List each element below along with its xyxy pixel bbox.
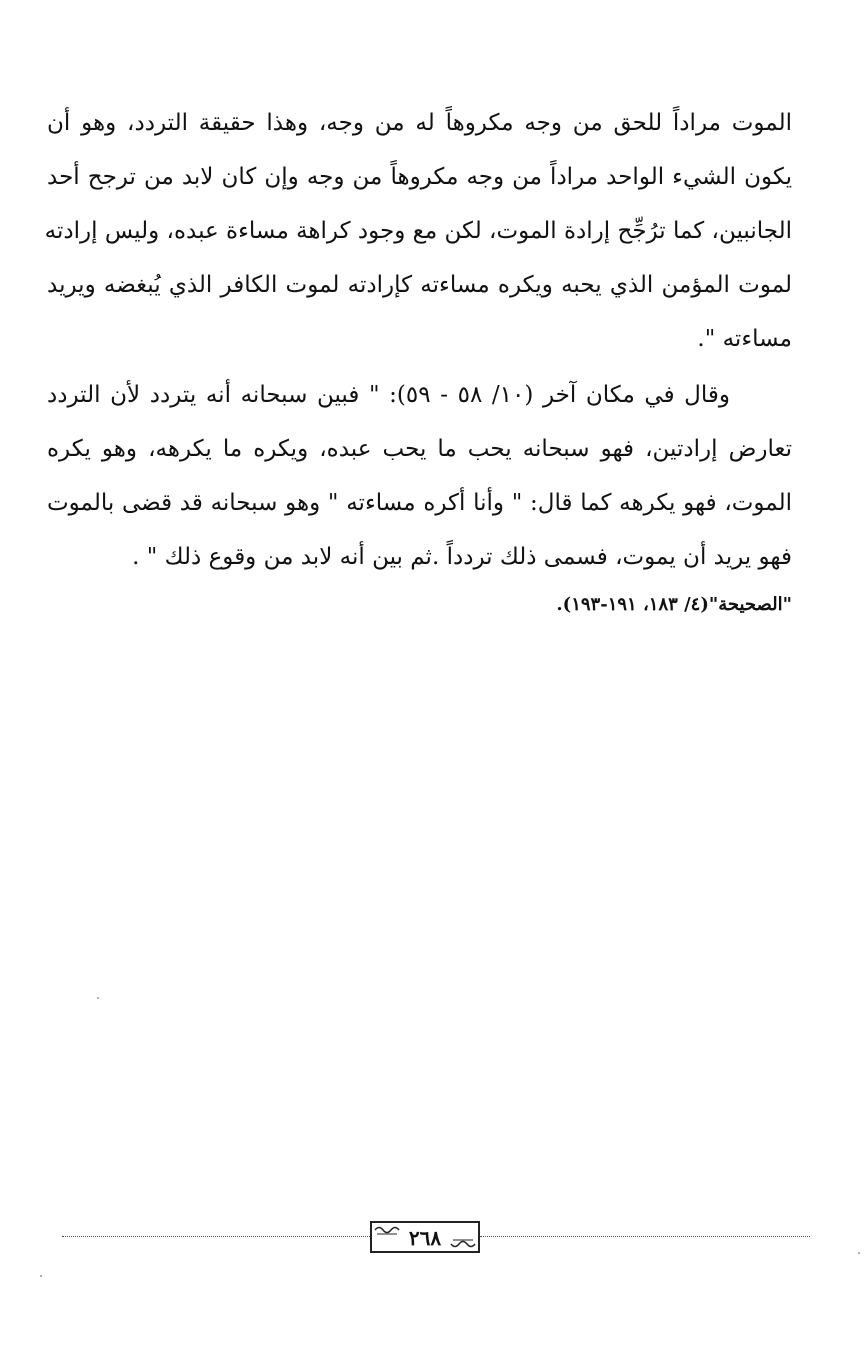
page-number: ٢٦٨ [408,1226,442,1250]
text-line: مساءته ". [697,326,792,352]
text-line: يكون الشيء الواحد مراداً من وجه مكروهاً من وجه وإن كان لابد من ترجح أحد [47,164,792,190]
scan-speck [40,1275,42,1277]
paragraph-2 [47,368,792,584]
text-line: الجانبين، كما ترُجِّح إرادة الموت، لكن مع وجود كراهة مساءة عبده، وليس إرادته [44,218,792,244]
page-number-frame [370,1221,480,1253]
text-line: الموت مراداً للحق من وجه مكروهاً له من وجه، وهذا حقيقة التردد، وهو أن [47,110,792,136]
text-line: تعارض إرادتين، فهو سبحانه يحب ما يحب عبده، ويكره ما يكرهه، وهو يكره [47,436,792,462]
footer-dotted-rule [62,1236,370,1237]
text-line: الموت، فهو يكرهه كما قال: " وأنا أكره مساءته " وهو سبحانه قد قضى بالموت [47,490,792,516]
footer-dotted-rule [480,1236,810,1237]
text-line: فهو يريد أن يموت، فسمى ذلك تردداً .ثم بين أنه لابد من وقوع ذلك " . [132,544,792,570]
source-citation: "الصحيحة"(٤/ ١٨٣، ١٩١-١٩٣). [556,594,792,615]
scan-speck [858,1252,860,1254]
scan-speck [97,997,99,999]
text-line: لموت المؤمن الذي يحبه ويكره مساءته كإرادته لموت الكافر الذي يُبغضه ويريد [47,272,793,298]
text-line: وقال في مكان آخر (١٠/ ٥٨ - ٥٩): " فبين سبحانه أنه يتردد لأن التردد [47,382,730,408]
corner-ornament-icon [450,1238,476,1250]
corner-ornament-icon [374,1224,400,1236]
paragraph-1 [44,96,793,366]
